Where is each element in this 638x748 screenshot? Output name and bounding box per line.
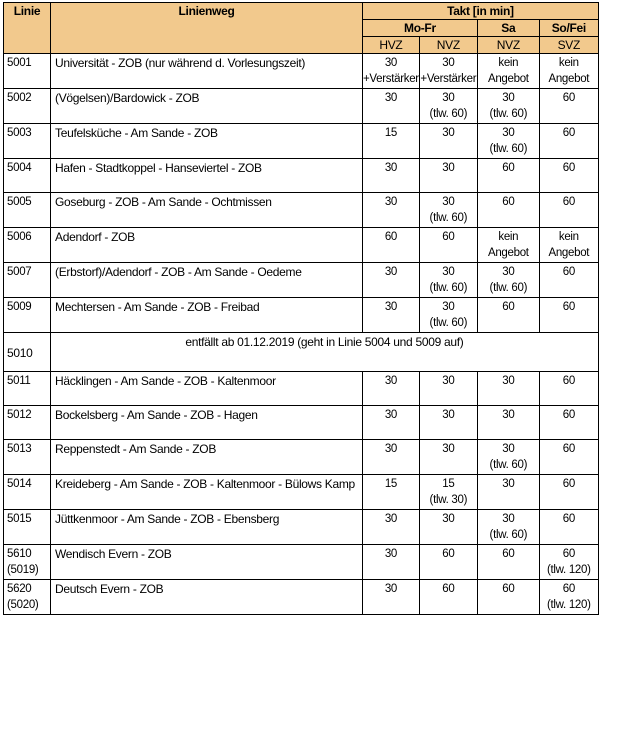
takt-sa-note: (tlw. 60) [489,529,528,541]
takt-sa [477,475,539,510]
takt-hvz [363,228,420,263]
route-name: Jüttkenmoor - Am Sande - ZOB - Ebensberg [51,510,363,545]
takt-nvz-value: 30 [442,266,455,278]
takt-sa-value: 30 [502,478,515,490]
linie-number-value: 5001 [7,57,32,69]
takt-hvz-value: 30 [384,162,398,174]
takt-nvz [419,89,477,124]
takt-so-value: 60 [562,478,575,490]
linie-number [4,89,51,124]
takt-so [539,193,598,228]
takt-sa-value: 60 [502,583,515,595]
takt-nvz-value: 30 [442,127,455,139]
linie-number-value: 5011 [7,375,31,387]
notice-text: entfällt ab 01.12.2019 (geht in Linie 5004 und 5009 auf) [51,333,599,372]
takt-so-value: 60 [562,301,575,313]
takt-sa-note: Angebot [487,247,529,259]
takt-nvz-value: 30 [442,409,455,421]
takt-hvz-value: 30 [384,57,398,69]
takt-so [539,545,598,580]
takt-sa-value: 60 [502,196,515,208]
takt-so-value: 60 [562,375,575,387]
header-svz: SVZ [539,37,598,54]
linie-number [4,298,51,333]
route-name: Adendorf - ZOB [51,228,363,263]
takt-sa [477,124,539,159]
takt-sa [477,263,539,298]
takt-nvz-value: 30 [442,162,455,174]
linie-number-value: 5003 [7,127,32,139]
takt-sa-note: (tlw. 60) [489,108,528,120]
takt-hvz-value: 30 [384,92,398,104]
header-linienweg: Linienweg [51,3,363,54]
takt-so-value: 60 [562,583,575,595]
takt-so-value: kein [558,57,579,69]
linie-number: 5010 [4,333,51,372]
table-row [4,372,599,406]
takt-sa-note: Angebot [487,73,529,85]
takt-so-value: 60 [562,162,575,174]
takt-so [539,475,598,510]
takt-nvz [419,228,477,263]
takt-nvz-note: (tlw. 60) [429,212,468,224]
takt-sa-value: 30 [502,409,515,421]
linie-number [4,372,51,406]
takt-hvz [363,124,420,159]
takt-nvz-value: 15 [442,478,455,490]
takt-nvz [419,298,477,333]
takt-hvz-value: 30 [384,266,398,278]
takt-sa-value: 60 [502,301,515,313]
takt-hvz [363,545,420,580]
table-row [4,580,599,615]
takt-hvz-value: 30 [384,375,398,387]
linie-number-value: 5004 [7,162,32,174]
takt-sa [477,580,539,615]
takt-nvz-note: +Verstärker [420,73,477,85]
table-row-notice [4,333,599,372]
header-nvz-mofr: NVZ [419,37,477,54]
takt-nvz-value: 30 [442,196,455,208]
takt-so [539,54,598,89]
table-row [4,228,599,263]
takt-sa-value: 30 [502,443,515,455]
linie-number-value: 5013 [7,443,32,455]
takt-nvz [419,263,477,298]
route-name: Mechtersen - Am Sande - ZOB - Freibad [51,298,363,333]
header-sa: Sa [477,20,539,37]
takt-so [539,263,598,298]
route-name: Universität - ZOB (nur während d. Vorlesungszeit) [51,54,363,89]
table-row [4,193,599,228]
takt-so [539,510,598,545]
route-name: (Vögelsen)/Bardowick - ZOB [51,89,363,124]
takt-so-value: 60 [562,196,575,208]
linie-number-value: 5014 [7,478,32,490]
takt-nvz [419,440,477,475]
takt-sa [477,54,539,89]
takt-so [539,406,598,440]
linie-number-note: (5019) [7,564,39,576]
takt-so-value: 60 [562,127,575,139]
takt-so-note: Angebot [548,247,590,259]
takt-so-note: (tlw. 120) [546,599,591,611]
linie-number [4,159,51,193]
takt-nvz [419,372,477,406]
linie-number [4,193,51,228]
route-name: (Erbstorf)/Adendorf - ZOB - Am Sande - Oedeme [51,263,363,298]
takt-so [539,372,598,406]
linie-number [4,228,51,263]
table-row [4,510,599,545]
table-row [4,406,599,440]
takt-hvz [363,298,420,333]
linie-number [4,263,51,298]
takt-nvz-value: 30 [442,57,455,69]
header-nvz-sa: NVZ [477,37,539,54]
takt-so-value: kein [558,231,579,243]
takt-nvz-value: 30 [442,513,455,525]
takt-hvz-value: 15 [384,127,398,139]
takt-hvz [363,159,420,193]
linie-number-value: 5002 [7,92,32,104]
takt-so-value: 60 [562,266,575,278]
timetable-wrapper [3,2,599,615]
takt-sa-note: (tlw. 60) [489,143,528,155]
takt-nvz [419,406,477,440]
takt-nvz-value: 60 [442,583,455,595]
takt-sa [477,372,539,406]
takt-sa-value: 30 [502,92,515,104]
takt-so [539,159,598,193]
takt-so [539,89,598,124]
route-name: Reppenstedt - Am Sande - ZOB [51,440,363,475]
takt-hvz-value: 30 [384,583,398,595]
takt-sa [477,228,539,263]
linie-number [4,54,51,89]
takt-sa [477,298,539,333]
linie-number-value: 5610 [7,548,32,560]
takt-sa-value: 30 [502,266,515,278]
takt-nvz-note: (tlw. 30) [429,494,468,506]
linie-number [4,475,51,510]
route-name: Teufelsküche - Am Sande - ZOB [51,124,363,159]
takt-nvz-value: 30 [442,92,455,104]
takt-nvz [419,475,477,510]
table-row [4,54,599,89]
takt-hvz [363,440,420,475]
header-sofei: So/Fei [539,20,598,37]
takt-so [539,228,598,263]
takt-sa-value: kein [498,57,519,69]
takt-nvz-note: (tlw. 60) [429,317,468,329]
route-name: Hafen - Stadtkoppel - Hanseviertel - ZOB [51,159,363,193]
route-name: Kreideberg - Am Sande - ZOB - Kaltenmoor - Bülows Kamp [51,475,363,510]
takt-nvz [419,580,477,615]
takt-sa [477,159,539,193]
takt-hvz [363,475,420,510]
takt-nvz [419,545,477,580]
table-row [4,263,599,298]
takt-so [539,124,598,159]
linie-number [4,580,51,615]
table-row [4,89,599,124]
takt-sa-value: 30 [502,375,515,387]
takt-sa [477,89,539,124]
takt-sa [477,440,539,475]
takt-sa-note: (tlw. 60) [489,282,528,294]
header-linie: Linie [4,3,51,54]
takt-so [539,440,598,475]
takt-sa-value: 60 [502,162,515,174]
linie-number-value: 5006 [7,231,32,243]
takt-so-value: 60 [562,92,575,104]
takt-hvz [363,89,420,124]
takt-nvz [419,124,477,159]
linie-number-value: 5009 [7,301,32,313]
takt-nvz [419,193,477,228]
takt-so-note: Angebot [548,73,590,85]
takt-sa [477,193,539,228]
table-body [4,54,599,615]
table-row [4,159,599,193]
header-hvz: HVZ [363,37,420,54]
takt-sa [477,406,539,440]
takt-nvz-value: 30 [442,443,455,455]
linie-number-note: (5020) [7,599,39,611]
takt-hvz-value: 30 [384,196,398,208]
linie-number-value: 5012 [7,409,32,421]
route-name: Deutsch Evern - ZOB [51,580,363,615]
takt-so-value: 60 [562,513,575,525]
takt-hvz [363,193,420,228]
takt-nvz-value: 60 [442,548,455,560]
takt-hvz-value: 60 [384,231,398,243]
takt-hvz-value: 30 [384,548,398,560]
takt-sa-value: 60 [502,548,515,560]
takt-sa-value: kein [498,231,519,243]
linie-number [4,510,51,545]
route-name: Wendisch Evern - ZOB [51,545,363,580]
table-row [4,475,599,510]
table-row [4,124,599,159]
linie-number [4,440,51,475]
linie-number [4,406,51,440]
takt-sa-value: 30 [502,127,515,139]
takt-nvz [419,54,477,89]
linie-number [4,545,51,580]
takt-hvz [363,372,420,406]
takt-nvz [419,159,477,193]
takt-sa [477,510,539,545]
takt-hvz-value: 30 [384,513,398,525]
linie-number-value: 5007 [7,266,32,278]
table-row [4,440,599,475]
table-row [4,298,599,333]
takt-nvz-value: 60 [442,231,455,243]
linie-number-value: 5620 [7,583,32,595]
takt-hvz-value: 30 [384,443,398,455]
takt-hvz [363,580,420,615]
takt-hvz [363,406,420,440]
takt-sa-value: 30 [502,513,515,525]
route-name: Goseburg - ZOB - Am Sande - Ochtmissen [51,193,363,228]
takt-nvz-note: (tlw. 60) [429,282,468,294]
takt-nvz-value: 30 [442,375,455,387]
takt-so-note: (tlw. 120) [546,564,591,576]
takt-so [539,298,598,333]
route-name: Bockelsberg - Am Sande - ZOB - Hagen [51,406,363,440]
takt-hvz-note: +Verstärker [363,73,419,85]
takt-so [539,580,598,615]
linie-number-value: 5005 [7,196,32,208]
takt-hvz-value: 30 [384,409,398,421]
linie-number [4,124,51,159]
takt-so-value: 60 [562,443,575,455]
takt-nvz-value: 30 [442,301,455,313]
table-row [4,545,599,580]
takt-hvz-value: 15 [384,478,398,490]
takt-so-value: 60 [562,409,575,421]
linie-number-value: 5015 [7,513,32,525]
takt-nvz-note: (tlw. 60) [429,108,468,120]
header-mofr: Mo-Fr [363,20,478,37]
takt-hvz-value: 30 [384,301,398,313]
takt-table [3,2,599,615]
takt-nvz [419,510,477,545]
takt-sa-note: (tlw. 60) [489,459,528,471]
header-takt: Takt [in min] [363,3,599,20]
takt-hvz [363,54,420,89]
takt-sa [477,545,539,580]
takt-so-value: 60 [562,548,575,560]
route-name: Häcklingen - Am Sande - ZOB - Kaltenmoor [51,372,363,406]
takt-hvz [363,263,420,298]
takt-hvz [363,510,420,545]
